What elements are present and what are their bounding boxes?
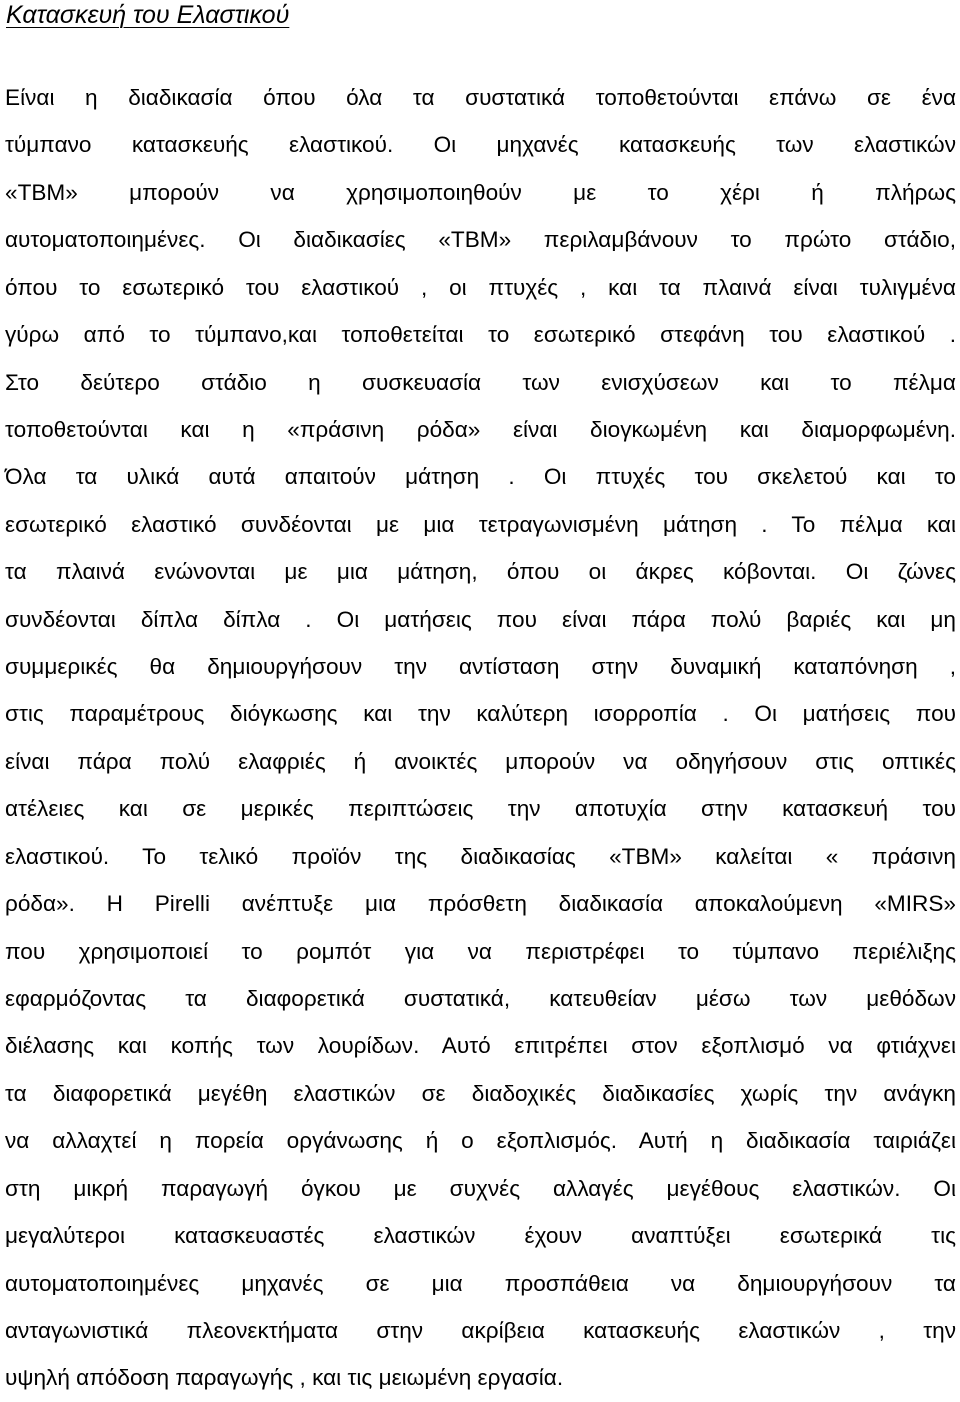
paragraph-line: τα διαφορετικά μεγέθη ελαστικών σε διαδοχικές διαδικασίες χωρίς την ανάγκη: [5, 1080, 956, 1106]
paragraph-line: τοποθετούνται και η «πράσινη ρόδα» είναι διογκωμένη και διαμορφωμένη.: [5, 416, 956, 442]
paragraph-line: διέλασης και κοπής των λουρίδων. Αυτό επιτρέπει στον εξοπλισμό να φτιάχνει: [5, 1033, 956, 1059]
section-heading: Κατασκευή του Ελαστικού: [6, 1, 290, 29]
paragraph-line: στη μικρή παραγωγή όγκου με συχνές αλλαγές μεγέθους ελαστικών. Οι: [5, 1175, 956, 1201]
paragraph-line: «ΤΒΜ» μπορούν να χρησιμοποιηθούν με το χέρι ή πλήρως: [5, 179, 956, 205]
paragraph-line: ανταγωνιστικά πλεονεκτήματα στην ακρίβεια κατασκευής ελαστικών , την: [5, 1317, 956, 1343]
paragraph-line: εσωτερικό ελαστικό συνδέονται με μια τετραγωνισμένη μάτηση . Το πέλμα και: [5, 511, 956, 537]
paragraph-line: αυτοματοποιημένες. Οι διαδικασίες «ΤΒΜ» περιλαμβάνουν το πρώτο στάδιο,: [5, 227, 956, 253]
paragraph-line: υψηλή απόδοση παραγωγής , και τις μειωμένη εργασία.: [5, 1365, 564, 1391]
paragraph-line: Στο δεύτερο στάδιο η συσκευασία των ενισχύσεων και το πέλμα: [5, 369, 956, 395]
paragraph-line: Είναι η διαδικασία όπου όλα τα συστατικά τοποθετούνται επάνω σε ένα: [5, 85, 956, 110]
paragraph-line: συμμερικές θα δημιουργήσουν την αντίσταση στην δυναμική καταπόνηση ,: [5, 654, 956, 680]
paragraph-line: τύμπανο κατασκευής ελαστικού. Οι μηχανές κατασκευής των ελαστικών: [5, 132, 956, 158]
paragraph-line: να αλλαχτεί η πορεία οργάνωσης ή ο εξοπλισμός. Αυτή η διαδικασία ταιριάζει: [5, 1128, 956, 1154]
paragraph-line: γύρω από το τύμπανο,και τοποθετείται το εσωτερικό στεφάνη του ελαστικού .: [5, 322, 956, 348]
paragraph-line: ατέλειες και σε μερικές περιπτώσεις την αποτυχία στην κατασκευή του: [5, 796, 956, 822]
paragraph-line: στις παραμέτρους διόγκωσης και την καλύτερη ισορροπία . Οι ματήσεις που: [5, 701, 956, 727]
paragraph-line: όπου το εσωτερικό του ελαστικού , οι πτυχές , και τα πλαινά είναι τυλιγμένα: [5, 274, 956, 300]
paragraph-line: ελαστικού. Το τελικό προϊόν της διαδικασίας «ΤΒΜ» καλείται « πράσινη: [5, 843, 956, 869]
paragraph-line: Όλα τα υλικά αυτά απαιτούν μάτηση . Οι πτυχές του σκελετού και το: [5, 464, 956, 490]
paragraph-line: ρόδα». Η Pirelli ανέπτυξε μια πρόσθετη διαδικασία αποκαλούμενη «MIRS»: [5, 891, 956, 917]
paragraph-line: εφαρμόζοντας τα διαφορετικά συστατικά, κατευθείαν μέσω των μεθόδων: [5, 986, 956, 1012]
body-paragraph: [0, 74, 960, 1402]
paragraph-line: μεγαλύτεροι κατασκευαστές ελαστικών έχουν αναπτύξει εσωτερικά τις: [5, 1223, 956, 1249]
paragraph-line: αυτοματοποιημένες μηχανές σε μια προσπάθεια να δημιουργήσουν τα: [5, 1270, 956, 1296]
paragraph-line: τα πλαινά ενώνονται με μια μάτηση, όπου οι άκρες κόβονται. Οι ζώνες: [5, 559, 956, 585]
paragraph-line: είναι πάρα πολύ ελαφριές ή ανοικτές μπορούν να οδηγήσουν στις οπτικές: [5, 748, 956, 774]
paragraph-line: συνδέονται δίπλα δίπλα . Οι ματήσεις που είναι πάρα πολύ βαριές και μη: [5, 606, 956, 632]
paragraph-line: που χρησιμοποιεί το ρομπότ για να περιστρέφει το τύμπανο περιέλιξης: [5, 938, 956, 964]
